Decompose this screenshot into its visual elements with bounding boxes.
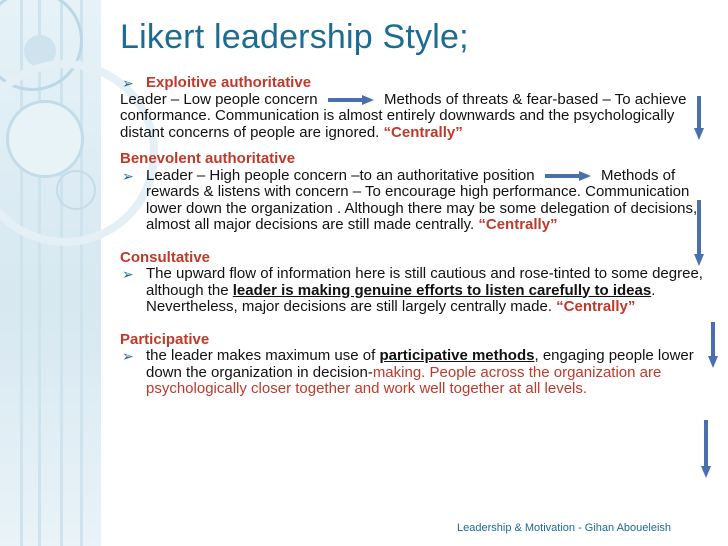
arrow-bullet-icon: ➢ bbox=[122, 348, 134, 364]
decorative-sidebar bbox=[0, 0, 101, 546]
right-arrow-icon bbox=[328, 95, 374, 105]
right-arrow-icon bbox=[545, 171, 591, 181]
text-run: achieve conformance. Communication is almost entirely downwards and the psychologically distant concerns of people are ignored. bbox=[120, 90, 687, 141]
text-run: of rewards & listens with concern – To encourage high performance. Communication lower down the organization . Although there may be some delegation of decisions, almost all major decisions are still made centrally. bbox=[146, 166, 698, 233]
text-run: . Nevertheless, major decisions are still largely centrally made. bbox=[146, 281, 656, 315]
section-heading: Exploitive authoritative bbox=[146, 74, 312, 91]
section-heading: Consultative bbox=[120, 248, 211, 266]
down-arrow-icon bbox=[694, 96, 704, 140]
text-run: Leader – Low people concern bbox=[120, 90, 318, 108]
slide-title: Likert leadership Style; bbox=[120, 18, 469, 56]
centrally-tag: “Centrally” bbox=[478, 216, 558, 233]
section-heading: Benevolent authoritative bbox=[120, 150, 296, 167]
arrow-bullet-icon: ➢ bbox=[122, 167, 134, 184]
centrally-tag: “Centrally” bbox=[556, 298, 636, 315]
section-heading: Participative bbox=[120, 330, 210, 348]
down-arrow-icon bbox=[694, 200, 704, 266]
down-arrow-icon bbox=[701, 420, 711, 478]
bullet-participative bbox=[120, 348, 710, 398]
down-arrow-icon bbox=[708, 322, 718, 368]
text-run: , engaging people lower down the organization in decision- bbox=[146, 347, 694, 381]
bullet-exploitive bbox=[120, 75, 710, 92]
centrally-tag: “Centrally” bbox=[383, 123, 463, 141]
slide-footer: Leadership & Motivation - Gihan Aboueleish bbox=[457, 522, 672, 534]
highlight-text: making. People across the organization are psychologically closer together and work well together at all levels. bbox=[146, 363, 662, 397]
bullet-consultative bbox=[120, 266, 710, 316]
text-run: Methods bbox=[600, 166, 659, 184]
text-run: The upward flow of information here is still cautious and rose-tinted to some degree, although the bbox=[146, 265, 703, 299]
deco-circle bbox=[56, 170, 96, 210]
arrow-bullet-icon: ➢ bbox=[122, 75, 134, 91]
deco-circle bbox=[6, 100, 84, 178]
text-run: Methods of threats & fear-based – To bbox=[384, 90, 631, 108]
emphasis-text: leader is making genuine efforts to listen carefully to ideas bbox=[232, 281, 652, 299]
text-run: Leader – High people concern –to an authoritative position bbox=[146, 166, 535, 184]
paragraph-exploitive bbox=[120, 92, 710, 142]
emphasis-text: participative methods bbox=[379, 347, 535, 364]
arrow-bullet-icon: ➢ bbox=[122, 266, 134, 282]
text-run: the leader makes maximum use of bbox=[146, 347, 380, 364]
slide-body bbox=[120, 75, 710, 398]
bullet-benevolent bbox=[120, 168, 710, 234]
